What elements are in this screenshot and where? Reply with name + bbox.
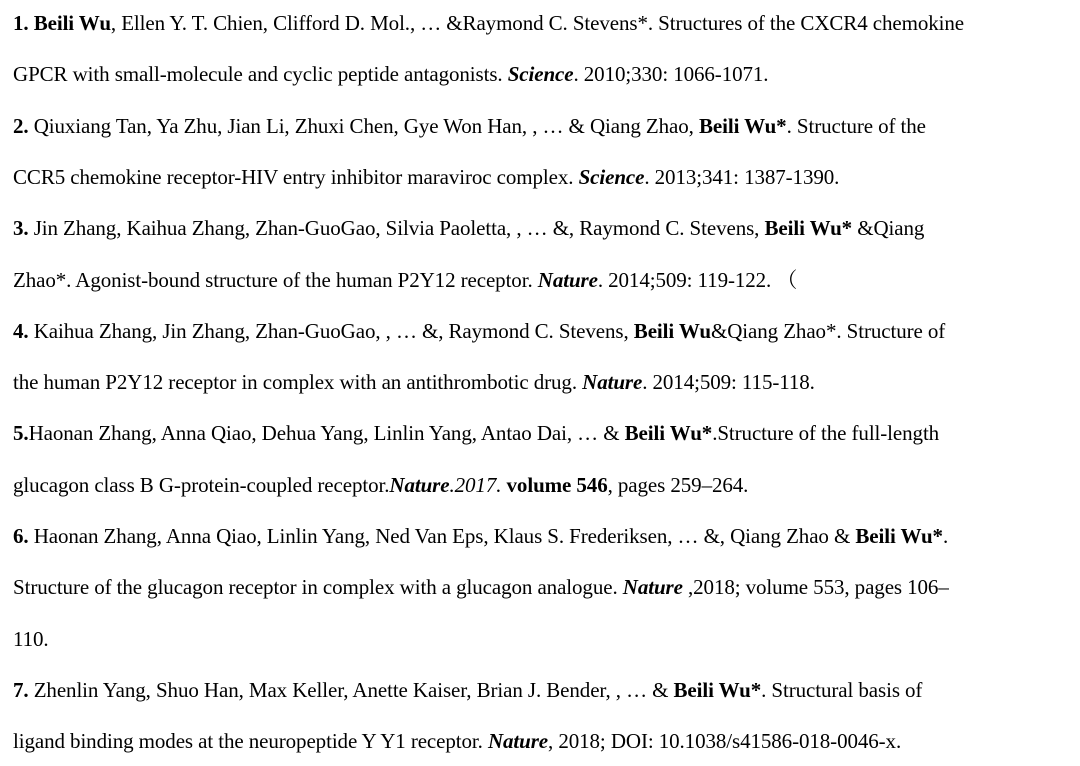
reference-2-line-2 [13,164,839,190]
reference-text-segment: 110. [13,627,49,651]
reference-text-segment: . 2014;509: 115-118. [642,370,815,394]
reference-5-line-2 [13,472,748,498]
reference-text-segment: Beili Wu [33,11,111,35]
reference-text-segment: Zhao* [13,268,67,292]
reference-5-line-1 [13,420,939,446]
reference-text-segment: Qiuxiang Tan, Ya Zhu, Jian Li, Zhuxi Chen, Gye Won Han, , … & Qiang Zhao, [33,114,699,138]
reference-text-segment: ligand binding modes at the neuropeptide Y Y1 receptor. [13,729,488,753]
reference-text-segment: Haonan Zhang, Anna Qiao, Dehua Yang, Linlin Yang, Antao Dai, … & [28,421,625,445]
reference-text-segment: Science [507,62,574,86]
reference-text-segment: Beili Wu* [855,524,943,548]
reference-text-segment: Beili Wu* [624,421,713,445]
reference-text-segment: Beili Wu [633,319,711,343]
reference-text-segment: . Structural basis of [761,678,923,702]
reference-4-line-2 [13,369,815,395]
reference-text-segment: , pages 259–264. [607,473,749,497]
reference-1-line-1 [13,10,964,36]
reference-text-segment: . [942,524,949,548]
reference-text-segment: 3. [13,216,34,240]
reference-7-line-2 [13,728,901,754]
reference-text-segment: 2. [13,114,34,138]
reference-text-segment: GPCR with small-molecule and cyclic peptide antagonists. [13,62,508,86]
reference-text-segment: volume 546 [506,473,608,497]
reference-text-segment: Nature [622,575,683,599]
reference-1-line-2 [13,61,768,87]
reference-text-segment: . 2010;330: 1066-1071. [573,62,769,86]
reference-6-line-3 [13,626,49,652]
reference-text-segment: Beili Wu* [673,678,762,702]
reference-text-segment: CCR5 chemokine receptor-HIV entry inhibitor maraviroc complex. [13,165,579,189]
reference-text-segment: Haonan Zhang, Anna Qiao, Linlin Yang, Ned Van Eps, Klaus S. Frederiksen, … &, Qiang Zhao & [33,524,856,548]
reference-7-line-1 [13,677,922,703]
reference-text-segment: &Qiang Zhao*. Structure of [710,319,946,343]
reference-text-segment: .2017. [449,473,502,497]
reference-6-line-1 [13,523,948,549]
reference-text-segment: Zhenlin Yang, Shuo Han, Max Keller, Anette Kaiser, Brian J. Bender, , … & [33,678,674,702]
reference-text-segment: ,2018; volume 553, pages 106– [682,575,949,599]
reference-text-segment: 6. [13,524,34,548]
reference-text-segment: Nature [487,729,549,753]
reference-text-segment: Science [578,165,645,189]
reference-text-segment: . 2013;341: 1387-1390. [644,165,840,189]
reference-text-segment: glucagon class B G-protein-coupled receptor. [13,473,390,497]
reference-text-segment: 5. [13,421,29,445]
reference-text-segment: 1. [13,11,34,35]
reference-6-line-2 [13,574,949,600]
reference-text-segment: . Structure of the [786,114,926,138]
reference-text-segment: .Structure of the full-length [712,421,940,445]
reference-text-segment: . 2014;509: 119-122. （ [597,268,798,292]
reference-text-segment: Nature [582,370,643,394]
reference-text-segment: Nature [537,268,598,292]
reference-3-line-2 [13,267,797,293]
reference-text-segment: 4. [13,319,34,343]
reference-text-segment: . Agonist-bound structure of the human P2Y12 receptor. [66,268,538,292]
reference-text-segment: the human P2Y12 receptor in complex with an antithrombotic drug. [13,370,583,394]
reference-text-segment: 7. [13,678,34,702]
reference-4-line-1 [13,318,945,344]
reference-text-segment: Beili Wu* [764,216,853,240]
reference-3-line-1 [13,215,924,241]
reference-text-segment: &Qiang [852,216,925,240]
reference-text-segment: , 2018; DOI: 10.1038/s41586-018-0046-x. [548,729,902,753]
reference-text-segment: Structure of the glucagon receptor in complex with a glucagon analogue. [13,575,623,599]
reference-text-segment: Jin Zhang, Kaihua Zhang, Zhan-GuoGao, Silvia Paoletta, , … &, Raymond C. Stevens, [33,216,765,240]
reference-text-segment: , Ellen Y. T. Chien, Clifford D. Mol., … &Raymond C. Stevens*. Structures of the CXCR4 chemokine [110,11,964,35]
reference-2-line-1 [13,113,926,139]
reference-text-segment: Kaihua Zhang, Jin Zhang, Zhan-GuoGao, , … &, Raymond C. Stevens, [33,319,634,343]
reference-text-segment: Nature [389,473,450,497]
reference-text-segment: Beili Wu* [698,114,787,138]
